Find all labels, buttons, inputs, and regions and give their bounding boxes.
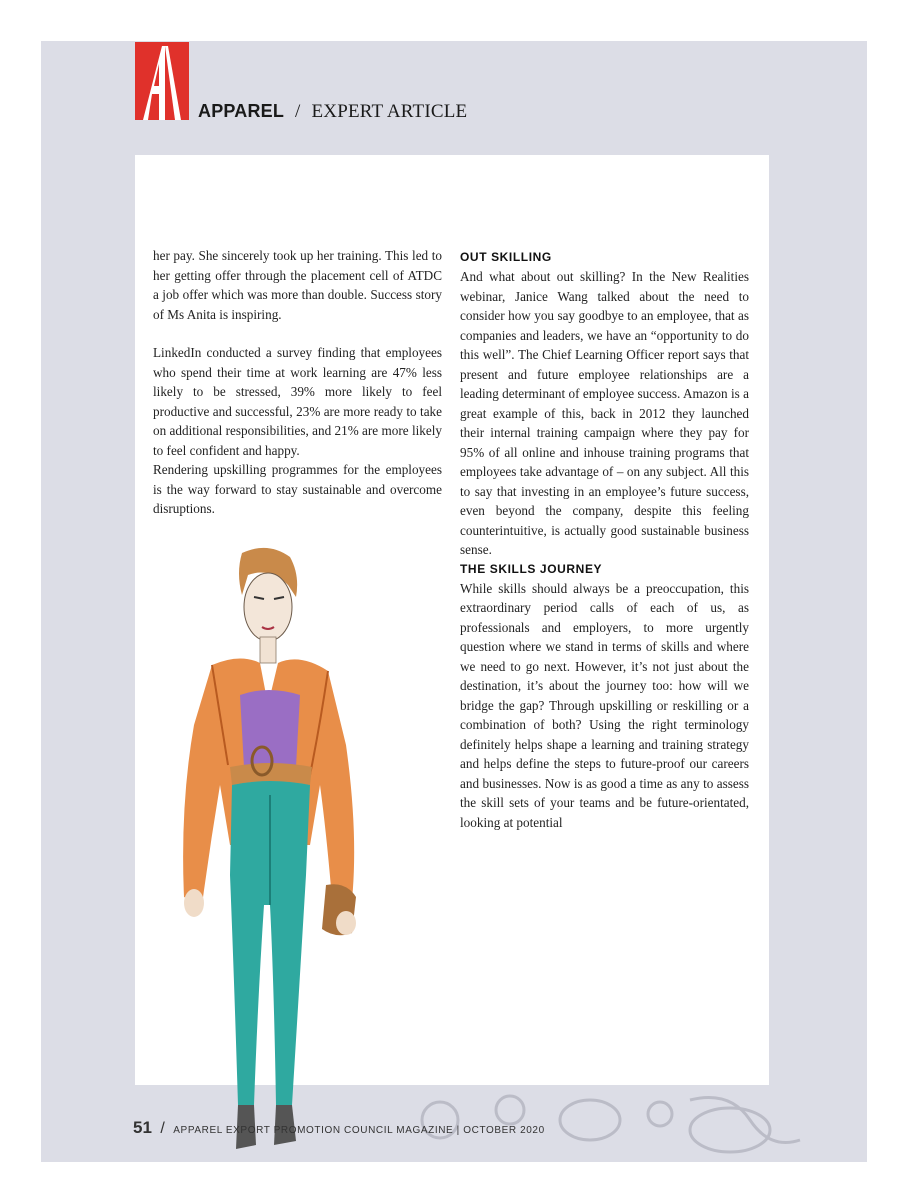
right-column — [460, 248, 749, 832]
magazine-name: APPAREL EXPORT PROMOTION COUNCIL MAGAZINE | OCTOBER 2020 — [173, 1125, 545, 1136]
section-title: EXPERT ARTICLE — [311, 101, 468, 122]
apparel-logo — [135, 42, 189, 120]
footer-separator: / — [160, 1120, 165, 1137]
left-column — [153, 246, 442, 519]
out-skilling-paragraph: And what about out skilling? In the New Realities webinar, Janice Wang talked about the need to consider how you say goodbye to an employee, that as companies and leaders, we have an “opportunity to do this well”. The Chief Learning Officer report says that present and future employee relationships are a leading determinant of employee success. Amazon is a great example of this, back in 2012 they launched their internal training campaign where they pay for 95% of all online and inhouse training programs that employees take advantage of – on any subject. All this to say that investing in an employee’s future success, even beyond the company, despite this feeling counterintuitive, is actually good sustainable business sense. — [460, 269, 749, 557]
left-paragraph-1: her pay. She sincerely took up her training. This led to her getting offer through the placement cell of ATDC a job offer which was more than double. Success story of Ms Anita is inspiring. — [153, 248, 442, 322]
section-brand: APPAREL — [198, 101, 285, 121]
heading-out-skilling: OUT SKILLING — [460, 250, 552, 264]
section-separator: / — [295, 101, 301, 122]
heading-skills-journey: THE SKILLS JOURNEY — [460, 561, 603, 576]
left-paragraph-2: LinkedIn conducted a survey finding that employees who spend their time at work learning are 47% less likely to be stressed, 39% more likely to feel productive and successful, 23% are more ready to take on additional responsibilities, and 21% are more likely to feel confident and happy. — [153, 345, 442, 458]
page-footer — [133, 1118, 545, 1138]
page-number: 51 — [133, 1118, 152, 1137]
left-paragraph-3: Rendering upskilling programmes for the employees is the way forward to stay sustainable and overcome disruptions. — [153, 462, 442, 516]
fashion-illustration — [150, 545, 390, 1165]
section-header — [198, 101, 467, 123]
skills-journey-paragraph: While skills should always be a preoccupation, this extraordinary period calls of each of us, as professionals and employers, to more urgently question where we stand in terms of skills and where we need to go next. However, it’s not just about the destination, it’s about the journey too: how will we bridge the gap? Through upskilling or reskilling or a combination of both? Using the right terminology definitely helps shape a learning and training strategy and helps define the steps to future-proof our careers and businesses. Now is as good a time as any to assess the skill sets of your teams and be future-orientated, looking at potential — [460, 580, 749, 830]
